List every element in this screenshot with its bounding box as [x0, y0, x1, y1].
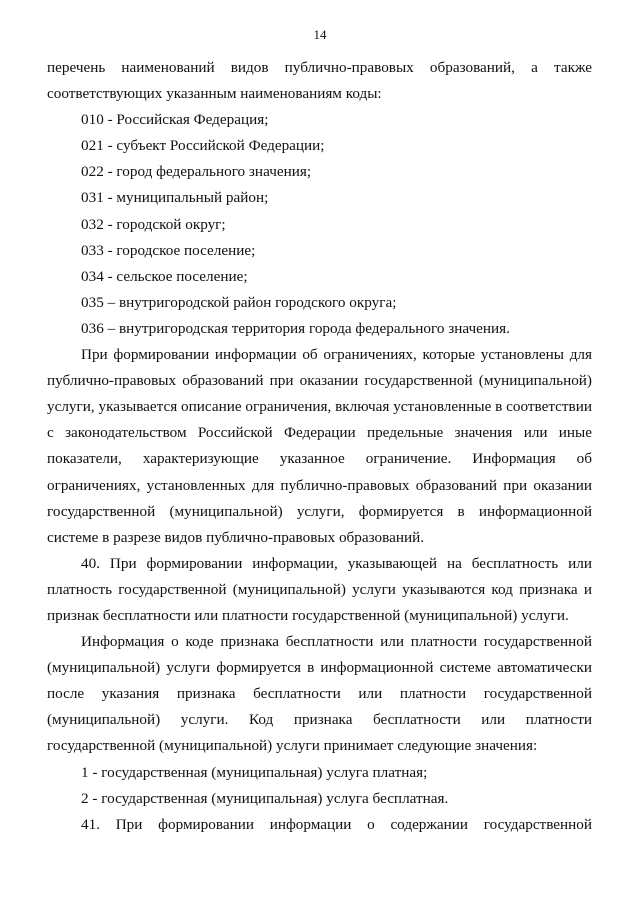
- code-item-035: 035 – внутригородской район городского округа;: [81, 293, 397, 311]
- document-body: [47, 55, 592, 838]
- code-item-033: 033 - городское поселение;: [81, 241, 256, 259]
- code-item-036: 036 – внутригородская территория города федерального значения.: [81, 319, 510, 337]
- page-number: 14: [313, 27, 327, 42]
- paragraph-41-start: 41. При формировании информации о содержании государственной: [81, 815, 592, 833]
- code-item-032: 032 - городской округ;: [81, 215, 226, 233]
- paid-value-item: 1 - государственная (муниципальная) услуга платная;: [81, 763, 428, 781]
- paid-values-list: [47, 760, 592, 812]
- code-item-022: 022 - город федерального значения;: [81, 163, 312, 181]
- code-list: [47, 107, 592, 342]
- restrictions-paragraph: При формировании информации об ограничениях, которые установлены для публично-правовых образований при оказании государственной (муниципальной) услуги, указывается описание ограничения, включая установленные в соответствии с законодательством Российской Федерации предельные значения или иные показатели, характеризующие указанное ограничение. Информация об ограничениях, установленных для публично-правовых образований при оказании государственной (муниципальной) услуги, формируется в информационной системе в разрезе видов публично-правовых образований.: [47, 346, 592, 546]
- paid-value-item: 2 - государственная (муниципальная) услуга бесплатная.: [81, 789, 449, 807]
- intro-paragraph: перечень наименований видов публично-правовых образований, а также соответствующих указанным наименованиям коды:: [47, 59, 592, 103]
- code-item-010: 010 - Российская Федерация;: [81, 111, 269, 129]
- code-item-021: 021 - субъект Российской Федерации;: [81, 137, 325, 155]
- code-item-031: 031 - муниципальный район;: [81, 189, 269, 207]
- paid-code-paragraph: Информация о коде признака бесплатности или платности государственной (муниципальной) услуги формируется в информационной системе автоматически после указания признака бесплатности или платности государственной (муниципальной) услуги. Код признака бесплатности или платности государственной (муниципальной) услуги принимает следующие значения:: [47, 633, 592, 755]
- code-item-034: 034 - сельское поселение;: [81, 267, 248, 285]
- paragraph-40: 40. При формировании информации, указывающей на бесплатность или платность государственной (муниципальной) услуги указываются код признака и признак бесплатности или платности государственной (муниципальной) услуги.: [47, 554, 592, 624]
